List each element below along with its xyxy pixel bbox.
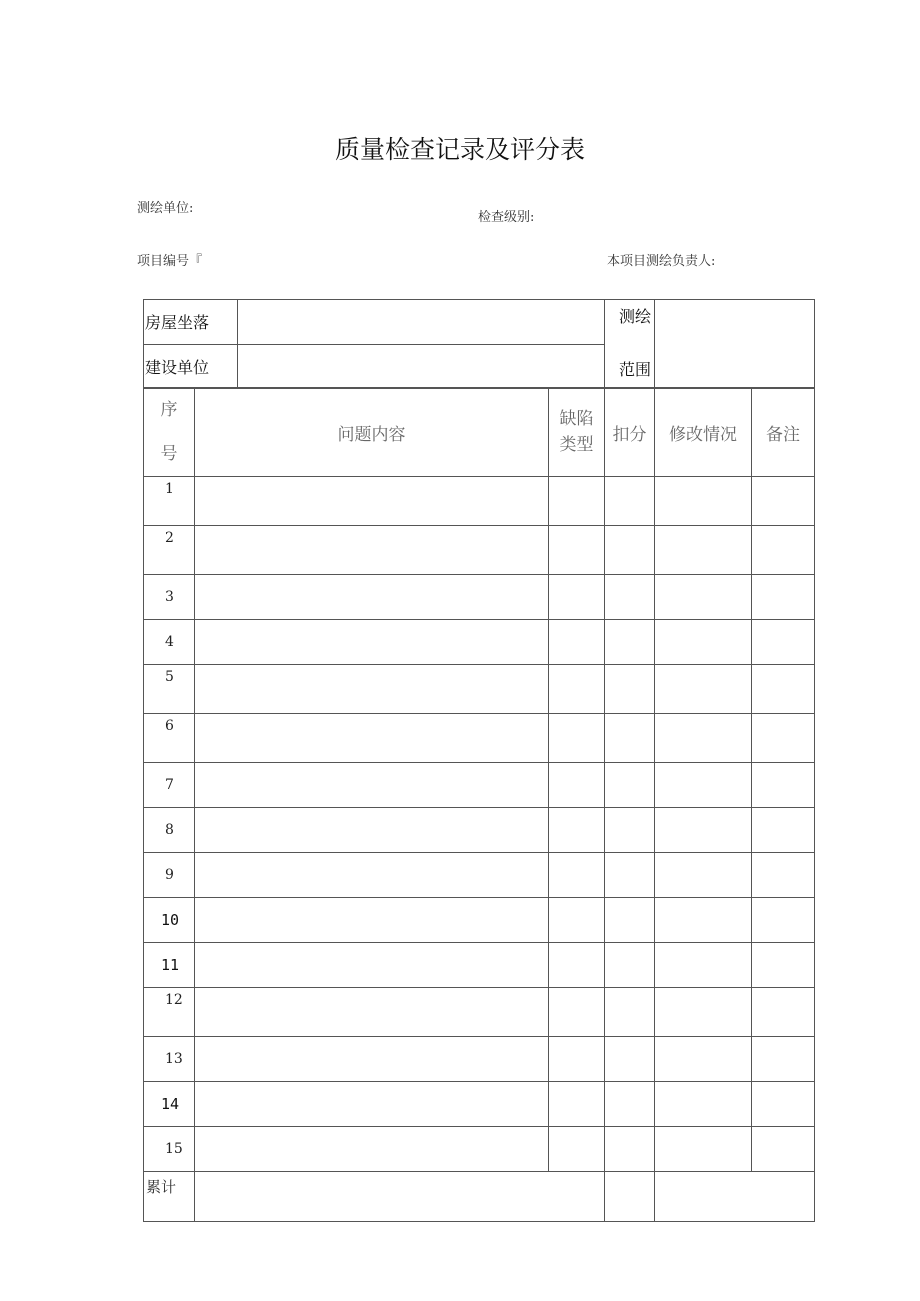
header-revision: 修改情况 bbox=[655, 388, 752, 477]
table-row bbox=[144, 853, 815, 898]
revision-cell[interactable] bbox=[655, 1082, 752, 1127]
table-row bbox=[144, 665, 815, 714]
table-row bbox=[144, 477, 815, 526]
row-number: 3 bbox=[144, 575, 195, 620]
defect-type-cell[interactable] bbox=[549, 1127, 605, 1172]
deduction-cell[interactable] bbox=[605, 988, 655, 1037]
deduction-cell[interactable] bbox=[605, 808, 655, 853]
revision-cell[interactable] bbox=[655, 988, 752, 1037]
project-info-table bbox=[143, 299, 815, 389]
deduction-cell[interactable] bbox=[605, 575, 655, 620]
survey-range-label-line1: 测绘 bbox=[619, 307, 652, 326]
revision-cell[interactable] bbox=[655, 763, 752, 808]
table-body bbox=[144, 477, 815, 1172]
remarks-cell[interactable] bbox=[752, 988, 815, 1037]
revision-cell[interactable] bbox=[655, 714, 752, 763]
row-number: 6 bbox=[144, 714, 195, 763]
revision-cell[interactable] bbox=[655, 526, 752, 575]
remarks-cell[interactable] bbox=[752, 763, 815, 808]
row-number: 14 bbox=[144, 1082, 195, 1127]
defect-type-cell[interactable] bbox=[549, 575, 605, 620]
deduction-cell[interactable] bbox=[605, 763, 655, 808]
defect-type-cell[interactable] bbox=[549, 526, 605, 575]
deduction-cell[interactable] bbox=[605, 1082, 655, 1127]
problem-content-cell[interactable] bbox=[195, 898, 549, 943]
deduction-cell[interactable] bbox=[605, 943, 655, 988]
remarks-cell[interactable] bbox=[752, 620, 815, 665]
defect-type-cell[interactable] bbox=[549, 988, 605, 1037]
builder-field[interactable] bbox=[238, 344, 605, 389]
row-number: 12 bbox=[144, 988, 195, 1037]
row-number: 4 bbox=[144, 620, 195, 665]
builder-label: 建设单位 bbox=[144, 344, 238, 389]
total-content-cell[interactable] bbox=[195, 1172, 605, 1222]
inspection-level-label: 检查级别: bbox=[478, 210, 535, 225]
header-remarks: 备注 bbox=[752, 388, 815, 477]
revision-cell[interactable] bbox=[655, 898, 752, 943]
defect-type-cell[interactable] bbox=[549, 853, 605, 898]
remarks-cell[interactable] bbox=[752, 665, 815, 714]
remarks-cell[interactable] bbox=[752, 714, 815, 763]
total-label: 累计 bbox=[144, 1172, 195, 1222]
deduction-cell[interactable] bbox=[605, 477, 655, 526]
table-row bbox=[144, 575, 815, 620]
header-deduction: 扣分 bbox=[605, 388, 655, 477]
row-number: 10 bbox=[144, 898, 195, 943]
revision-cell[interactable] bbox=[655, 808, 752, 853]
row-number: 11 bbox=[144, 943, 195, 988]
deduction-cell[interactable] bbox=[605, 665, 655, 714]
problem-content-cell[interactable] bbox=[195, 943, 549, 988]
deduction-cell[interactable] bbox=[605, 1127, 655, 1172]
table-row bbox=[144, 1037, 815, 1082]
remarks-cell[interactable] bbox=[752, 853, 815, 898]
problem-content-cell[interactable] bbox=[195, 1037, 549, 1082]
remarks-cell[interactable] bbox=[752, 943, 815, 988]
total-row bbox=[144, 1172, 815, 1222]
form-title: 质量检查记录及评分表 bbox=[334, 135, 585, 164]
defect-type-cell[interactable] bbox=[549, 477, 605, 526]
defect-type-cell[interactable] bbox=[549, 808, 605, 853]
table-row bbox=[144, 943, 815, 988]
defect-type-cell[interactable] bbox=[549, 620, 605, 665]
survey-range-field[interactable] bbox=[655, 300, 815, 389]
problem-content-cell[interactable] bbox=[195, 1127, 549, 1172]
problem-content-cell[interactable] bbox=[195, 620, 549, 665]
table-row bbox=[144, 526, 815, 575]
header-seq-line2: 号 bbox=[160, 444, 178, 464]
problem-content-cell[interactable] bbox=[195, 853, 549, 898]
remarks-cell[interactable] bbox=[752, 477, 815, 526]
problem-content-cell[interactable] bbox=[195, 526, 549, 575]
total-deduction-cell[interactable] bbox=[605, 1172, 655, 1222]
deduction-cell[interactable] bbox=[605, 1037, 655, 1082]
defect-type-cell[interactable] bbox=[549, 763, 605, 808]
defect-type-cell[interactable] bbox=[549, 1082, 605, 1127]
table-row bbox=[144, 763, 815, 808]
defect-type-cell[interactable] bbox=[549, 714, 605, 763]
row-number: 2 bbox=[144, 526, 195, 575]
row-number: 5 bbox=[144, 665, 195, 714]
revision-cell[interactable] bbox=[655, 853, 752, 898]
deduction-cell[interactable] bbox=[605, 853, 655, 898]
deduction-cell[interactable] bbox=[605, 526, 655, 575]
table-header-row bbox=[144, 388, 815, 477]
deduction-cell[interactable] bbox=[605, 620, 655, 665]
table-row bbox=[144, 1082, 815, 1127]
remarks-cell[interactable] bbox=[752, 1037, 815, 1082]
project-number-label: 项目编号『 bbox=[137, 254, 203, 269]
revision-cell[interactable] bbox=[655, 1127, 752, 1172]
header-content: 问题内容 bbox=[195, 388, 549, 477]
table-row bbox=[144, 898, 815, 943]
revision-cell[interactable] bbox=[655, 1037, 752, 1082]
revision-cell[interactable] bbox=[655, 477, 752, 526]
header-defect-line1: 缺陷 bbox=[559, 409, 594, 429]
revision-cell[interactable] bbox=[655, 943, 752, 988]
defect-type-cell[interactable] bbox=[549, 1037, 605, 1082]
revision-cell[interactable] bbox=[655, 665, 752, 714]
remarks-cell[interactable] bbox=[752, 526, 815, 575]
revision-cell[interactable] bbox=[655, 620, 752, 665]
row-number: 13 bbox=[144, 1037, 195, 1082]
inspection-record-table bbox=[143, 387, 815, 1222]
remarks-cell[interactable] bbox=[752, 1127, 815, 1172]
problem-content-cell[interactable] bbox=[195, 763, 549, 808]
table-row bbox=[144, 1127, 815, 1172]
problem-content-cell[interactable] bbox=[195, 808, 549, 853]
survey-range-label-line2: 范围 bbox=[619, 360, 652, 379]
row-number: 15 bbox=[144, 1127, 195, 1172]
problem-content-cell[interactable] bbox=[195, 575, 549, 620]
problem-content-cell[interactable] bbox=[195, 477, 549, 526]
header-defect-type bbox=[549, 388, 605, 477]
remarks-cell[interactable] bbox=[752, 808, 815, 853]
header-defect-line2: 类型 bbox=[559, 435, 594, 455]
defect-type-cell[interactable] bbox=[549, 898, 605, 943]
defect-type-cell[interactable] bbox=[549, 665, 605, 714]
remarks-cell[interactable] bbox=[752, 898, 815, 943]
defect-type-cell[interactable] bbox=[549, 943, 605, 988]
table-row bbox=[144, 988, 815, 1037]
row-number: 8 bbox=[144, 808, 195, 853]
remarks-cell[interactable] bbox=[752, 575, 815, 620]
header-seq bbox=[144, 388, 195, 477]
project-responsible-label: 本项目测绘负责人: bbox=[607, 254, 716, 269]
revision-cell[interactable] bbox=[655, 575, 752, 620]
survey-range-label bbox=[605, 300, 655, 389]
row-number: 7 bbox=[144, 763, 195, 808]
remarks-cell[interactable] bbox=[752, 1082, 815, 1127]
location-label: 房屋坐落 bbox=[144, 300, 238, 345]
table-row bbox=[144, 620, 815, 665]
problem-content-cell[interactable] bbox=[195, 714, 549, 763]
survey-unit-label: 测绘单位: bbox=[137, 201, 194, 216]
table-row bbox=[144, 714, 815, 763]
location-field[interactable] bbox=[238, 300, 605, 345]
deduction-cell[interactable] bbox=[605, 898, 655, 943]
table-row bbox=[144, 808, 815, 853]
problem-content-cell[interactable] bbox=[195, 665, 549, 714]
total-remarks-cell[interactable] bbox=[655, 1172, 815, 1222]
problem-content-cell[interactable] bbox=[195, 1082, 549, 1127]
row-number: 1 bbox=[144, 477, 195, 526]
row-number: 9 bbox=[144, 853, 195, 898]
deduction-cell[interactable] bbox=[605, 714, 655, 763]
problem-content-cell[interactable] bbox=[195, 988, 549, 1037]
header-seq-line1: 序 bbox=[160, 400, 178, 420]
